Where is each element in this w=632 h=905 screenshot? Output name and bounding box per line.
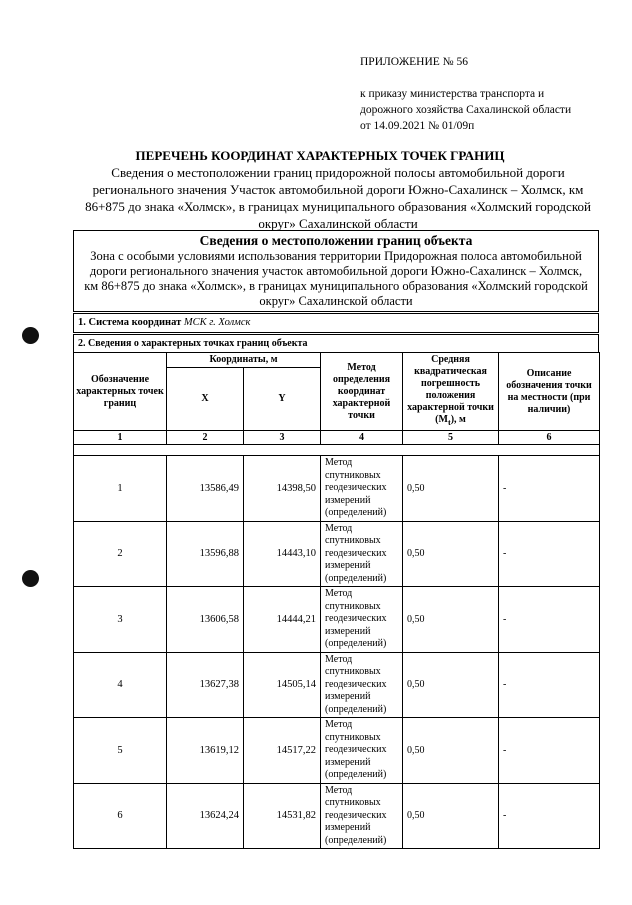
column-number-row bbox=[74, 431, 600, 445]
document-title: ПЕРЕЧЕНЬ КООРДИНАТ ХАРАКТЕРНЫХ ТОЧЕК ГРАНИЦ bbox=[135, 148, 505, 163]
point-error: 0,50 bbox=[403, 456, 499, 522]
section-1-label: 1. Система координат bbox=[78, 317, 182, 328]
point-y: 14505,14 bbox=[244, 652, 321, 718]
point-x: 13624,24 bbox=[167, 783, 244, 849]
point-method: Метод спутниковых геодезических измерений (определений) bbox=[321, 652, 403, 718]
point-method: Метод спутниковых геодезических измерений (определений) bbox=[321, 587, 403, 653]
point-y: 14517,22 bbox=[244, 718, 321, 784]
point-method: Метод спутниковых геодезических измерений (определений) bbox=[321, 718, 403, 784]
point-y: 14398,50 bbox=[244, 456, 321, 522]
point-x: 13619,12 bbox=[167, 718, 244, 784]
col-number: 5 bbox=[403, 431, 499, 445]
table-row bbox=[74, 456, 600, 522]
point-method: Метод спутниковых геодезических измерений (определений) bbox=[321, 783, 403, 849]
point-error: 0,50 bbox=[403, 652, 499, 718]
col-number: 2 bbox=[167, 431, 244, 445]
col-method-header: Метод определения координат характерной точки bbox=[321, 353, 403, 431]
col-number: 3 bbox=[244, 431, 321, 445]
point-id: 3 bbox=[74, 587, 167, 653]
col-error-text: Средняя квадратическая погрешность положения характерной точки (M bbox=[407, 354, 494, 425]
point-error: 0,50 bbox=[403, 718, 499, 784]
point-error: 0,50 bbox=[403, 587, 499, 653]
table-row bbox=[74, 718, 600, 784]
col-number: 6 bbox=[499, 431, 600, 445]
punch-hole bbox=[22, 327, 39, 344]
table-row bbox=[74, 587, 600, 653]
section-1-value: МСК г. Холмск bbox=[183, 317, 251, 328]
point-error: 0,50 bbox=[403, 521, 499, 587]
appendix-line: от 14.09.2021 № 01/09п bbox=[360, 120, 475, 132]
point-desc: - bbox=[499, 587, 600, 653]
table-row bbox=[74, 521, 600, 587]
box-description: Зона с особыми условиями использования территории Придорожная полоса автомобильной дороги регионального значения участок автомобильной дороги Южно-Сахалинск – Холмск, км 86+875 до знака «Холмск», в границах муниципального образования «Холмский городской округ» Сахалинской области bbox=[84, 249, 588, 308]
point-id: 5 bbox=[74, 718, 167, 784]
col-error-header bbox=[403, 353, 499, 431]
col-error-end: ), м bbox=[450, 414, 466, 425]
point-id: 1 bbox=[74, 456, 167, 522]
appendix-line: дорожного хозяйства Сахалинской области bbox=[360, 104, 572, 116]
point-y: 14531,82 bbox=[244, 783, 321, 849]
spacer-cell bbox=[74, 445, 600, 456]
point-desc: - bbox=[499, 456, 600, 522]
col-x-header: X bbox=[167, 368, 244, 431]
point-x: 13627,38 bbox=[167, 652, 244, 718]
section-2-label: 2. Сведения о характерных точках границ объекта bbox=[78, 338, 308, 349]
box-heading: Сведения о местоположении границ объекта bbox=[199, 233, 473, 248]
point-desc: - bbox=[499, 521, 600, 587]
point-y: 14443,10 bbox=[244, 521, 321, 587]
section-coordinate-system bbox=[73, 313, 599, 333]
punch-hole bbox=[22, 570, 39, 587]
col-desc-header: Описание обозначения точки на местности (при наличии) bbox=[499, 353, 600, 431]
spacer-row bbox=[74, 445, 600, 456]
point-error: 0,50 bbox=[403, 783, 499, 849]
point-id: 6 bbox=[74, 783, 167, 849]
col-number: 4 bbox=[321, 431, 403, 445]
point-x: 13606,58 bbox=[167, 587, 244, 653]
point-x: 13586,49 bbox=[167, 456, 244, 522]
point-y: 14444,21 bbox=[244, 587, 321, 653]
col-error-sub: t bbox=[447, 418, 451, 427]
section-points bbox=[73, 334, 599, 353]
point-desc: - bbox=[499, 783, 600, 849]
appendix-line: к приказу министерства транспорта и bbox=[360, 88, 545, 100]
point-method: Метод спутниковых геодезических измерений (определений) bbox=[321, 456, 403, 522]
table-row bbox=[74, 652, 600, 718]
point-desc: - bbox=[499, 652, 600, 718]
object-location-box bbox=[73, 230, 599, 312]
point-method: Метод спутниковых геодезических измерений (определений) bbox=[321, 521, 403, 587]
point-id: 2 bbox=[74, 521, 167, 587]
points-table bbox=[73, 352, 600, 849]
point-id: 4 bbox=[74, 652, 167, 718]
col-point-header: Обозначение характерных точек границ bbox=[74, 353, 167, 431]
appendix-number: ПРИЛОЖЕНИЕ № 56 bbox=[360, 56, 469, 68]
point-desc: - bbox=[499, 718, 600, 784]
table-row bbox=[74, 783, 600, 849]
col-number: 1 bbox=[74, 431, 167, 445]
col-coords-header: Координаты, м bbox=[167, 353, 321, 368]
col-y-header: Y bbox=[244, 368, 321, 431]
document-subtitle: Сведения о местоположении границ придорожной полосы автомобильной дороги регионального значения Участок автомобильной дороги Южно-Сахалинск – Холмск, км 86+875 до знака «Холмск», в границах муниципального образования «Холмский городской округ» Сахалинской области bbox=[85, 165, 591, 231]
point-x: 13596,88 bbox=[167, 521, 244, 587]
